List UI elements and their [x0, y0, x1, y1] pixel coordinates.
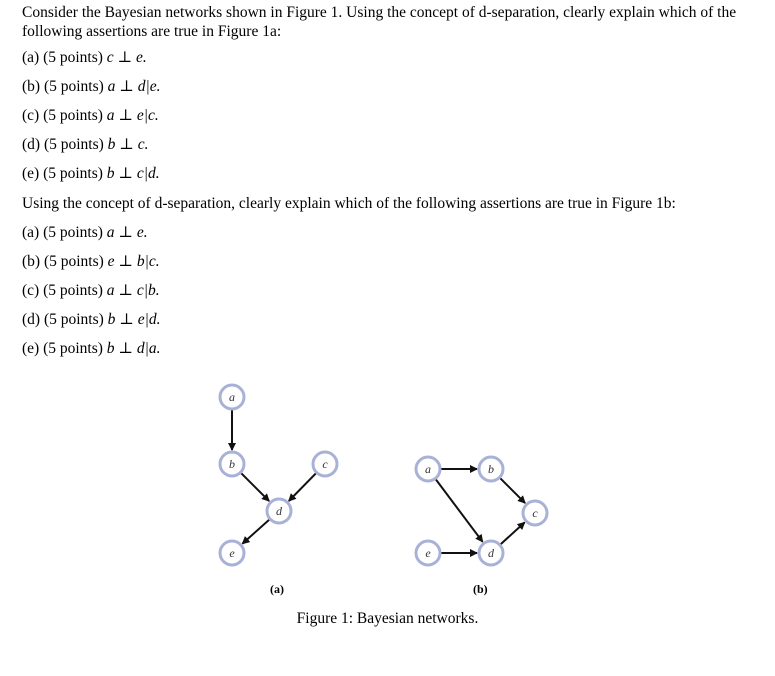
item-label: (e) (5 points)	[22, 340, 107, 357]
item-expression: c ⊥ e.	[106, 49, 147, 66]
part2-intro: Using the concept of d-separation, clearly explain which of the following assertions are true in Figure 1b:	[22, 195, 676, 212]
item-expression: b ⊥ c|d.	[106, 165, 160, 182]
node-b-label: b	[488, 462, 494, 476]
item-label: (d) (5 points)	[22, 136, 108, 153]
item-expression: b ⊥ c.	[107, 136, 149, 153]
figure-caption: Figure 1: Bayesian networks.	[296, 610, 479, 627]
node-e-label: e	[425, 546, 431, 560]
edge-c-d	[289, 473, 316, 501]
node-c-label: c	[322, 457, 328, 471]
graph-a	[220, 385, 337, 565]
node-b-label: b	[229, 457, 235, 471]
edge-a-d	[436, 479, 483, 541]
edge-d-e	[242, 520, 269, 544]
node-d-label: d	[276, 504, 282, 518]
item-label: (c) (5 points)	[22, 282, 107, 299]
graph-b-label: (b)	[473, 582, 488, 596]
item-expression: a ⊥ e.	[106, 224, 148, 241]
node-e-label: e	[229, 546, 235, 560]
item-label: (c) (5 points)	[22, 107, 107, 124]
item-label: (a) (5 points)	[22, 49, 107, 66]
item-expression: b ⊥ e|d.	[107, 311, 161, 328]
graph-b	[416, 457, 547, 565]
item-expression: a ⊥ e|c.	[106, 107, 159, 124]
graph-a-label: (a)	[270, 582, 284, 596]
item-label: (e) (5 points)	[22, 165, 107, 182]
edge-b-c	[500, 478, 525, 503]
node-d-label: d	[488, 546, 494, 560]
item-expression: e ⊥ b|c.	[107, 253, 160, 270]
item-label: (a) (5 points)	[22, 224, 107, 241]
part1-intro: Consider the Bayesian networks shown in Figure 1. Using the concept of d-separation, clearly explain which of the following assertions are true in Figure 1a:	[22, 4, 737, 40]
item-expression: a ⊥ d|e.	[107, 78, 161, 95]
edge-d-c	[501, 522, 525, 544]
edge-b-d	[241, 473, 269, 501]
item-expression: a ⊥ c|b.	[106, 282, 160, 299]
node-a-label: a	[425, 462, 431, 476]
item-label: (b) (5 points)	[22, 78, 108, 95]
node-c-label: c	[532, 506, 538, 520]
item-expression: b ⊥ d|a.	[106, 340, 161, 357]
item-label: (b) (5 points)	[22, 253, 108, 270]
node-a-label: a	[229, 390, 235, 404]
item-label: (d) (5 points)	[22, 311, 108, 328]
